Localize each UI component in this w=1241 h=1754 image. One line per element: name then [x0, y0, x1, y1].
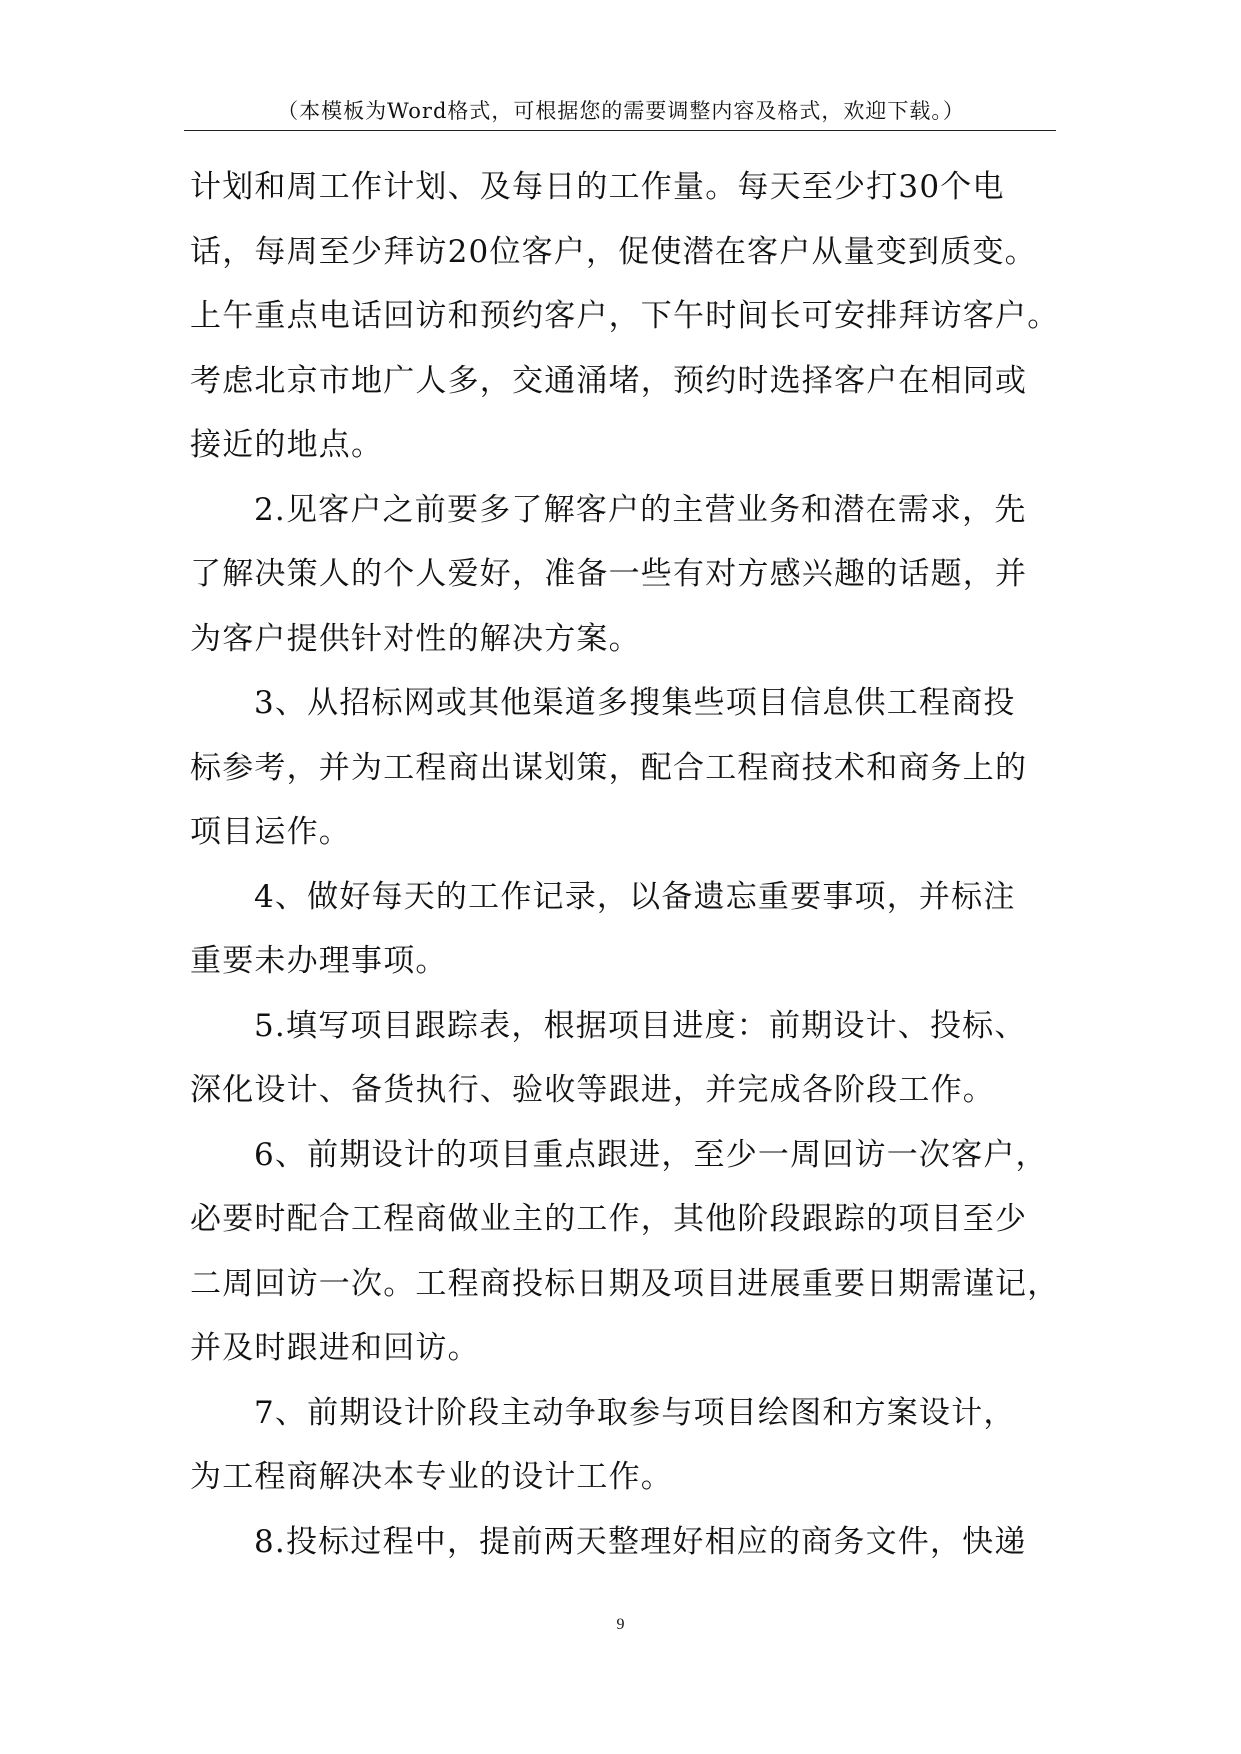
body-line: 深化设计、备货执行、验收等跟进，并完成各阶段工作。 [190, 1072, 995, 1108]
header-divider [184, 130, 1056, 131]
body-line: 考虑北京市地广人多，交通涌堵，预约时选择客户在相同或 [190, 362, 1028, 399]
body-line: 话，每周至少拜访20位客户，促使潜在客户从量变到质变。 [190, 233, 1037, 270]
paragraph-start-line: 2.见客户之前要多了解客户的主营业务和潜在需求，先 [254, 491, 1027, 528]
page-number: 9 [616, 1616, 625, 1633]
body-line: 了解决策人的个人爱好，准备一些有对方感兴趣的话题，并 [190, 556, 1028, 592]
template-notice-header: （本模板为Word格式，可根据您的需要调整内容及格式，欢迎下载。） [277, 99, 965, 123]
paragraph-start-line: 7、前期设计阶段主动争取参与项目绘图和方案设计， [254, 1394, 1016, 1431]
paragraph-start-line: 5.填写项目跟踪表，根据项目进度：前期设计、投标、 [254, 1007, 1027, 1044]
body-line: 计划和周工作计划、及每日的工作量。每天至少打30个电 [190, 169, 1005, 205]
body-line: 为工程商解决本专业的设计工作。 [190, 1459, 673, 1495]
document-body [190, 155, 1090, 1574]
body-line: 必要时配合工程商做业主的工作，其他阶段跟踪的项目至少 [190, 1201, 1028, 1237]
body-line: 为客户提供针对性的解决方案。 [190, 620, 641, 657]
body-line: 二周回访一次。工程商投标日期及项目进展重要日期需谨记， [190, 1265, 1060, 1302]
paragraph-start-line: 8.投标过程中，提前两天整理好相应的商务文件，快递 [254, 1523, 1027, 1560]
body-line: 重要未办理事项。 [190, 943, 448, 979]
paragraph-start-line: 4、做好每天的工作记录，以备遗忘重要事项，并标注 [254, 878, 1016, 915]
paragraph-start-line: 6、前期设计的项目重点跟进，至少一周回访一次客户， [254, 1136, 1048, 1173]
body-line: 接近的地点。 [190, 427, 384, 463]
body-line: 标参考，并为工程商出谋划策，配合工程商技术和商务上的 [190, 749, 1028, 786]
paragraph-start-line: 3、从招标网或其他渠道多搜集些项目信息供工程商投 [254, 685, 1016, 721]
body-line: 并及时跟进和回访。 [190, 1330, 480, 1366]
body-line: 项目运作。 [190, 814, 351, 850]
body-line: 上午重点电话回访和预约客户，下午时间长可安排拜访客户。 [190, 298, 1060, 334]
